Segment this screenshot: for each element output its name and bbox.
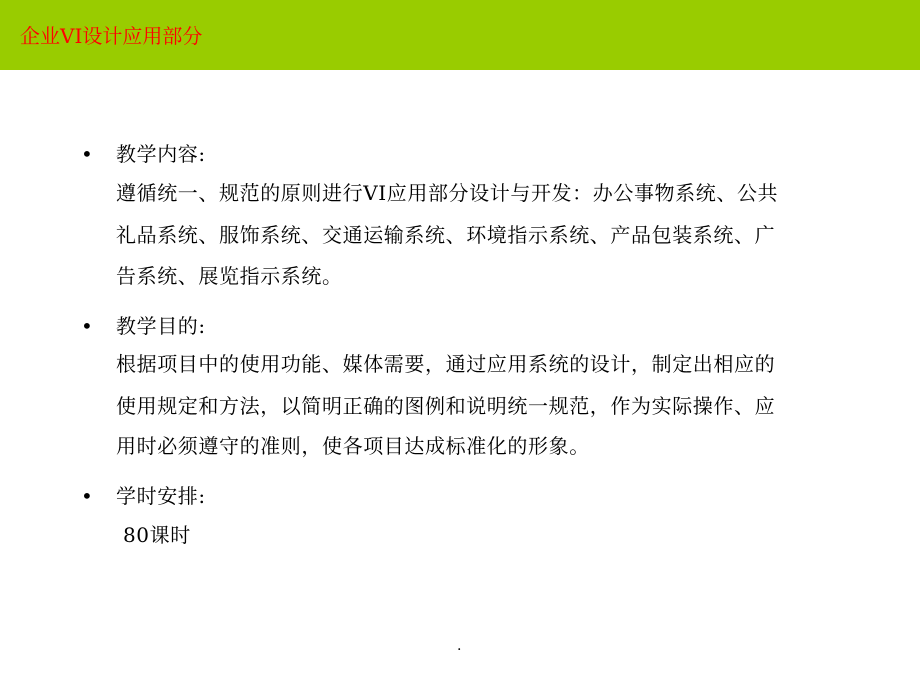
section-text-line: 用时必须遵守的准则，使各项目达成标准化的形象。 (116, 434, 590, 458)
footer-mark: . (457, 638, 462, 654)
section-text-line: 遵循统一、规范的原则进行VI应用部分设计与开发：办公事物系统、公共 (116, 181, 779, 205)
bullet-dot: • (81, 142, 93, 166)
section-text-line: 根据项目中的使用功能、媒体需要，通过应用系统的设计，制定出相应的 (116, 352, 776, 376)
section-text-line: 告系统、展览指示系统。 (116, 264, 343, 288)
slide-title: 企业VI设计应用部分 (20, 24, 203, 48)
section-text-line: 使用规定和方法，以简明正确的图例和说明统一规范，作为实际操作、应 (116, 394, 776, 418)
section-heading: 学时安排: (116, 484, 206, 508)
section-text-line: 礼品系统、服饰系统、交通运输系统、环境指示系统、产品包装系统、广 (116, 223, 776, 247)
bullet-dot: • (81, 314, 93, 338)
section-text-line: 80课时 (116, 523, 191, 547)
section-heading: 教学内容: (116, 142, 206, 166)
bullet-dot: • (81, 484, 93, 508)
section-heading: 教学目的: (116, 314, 206, 338)
